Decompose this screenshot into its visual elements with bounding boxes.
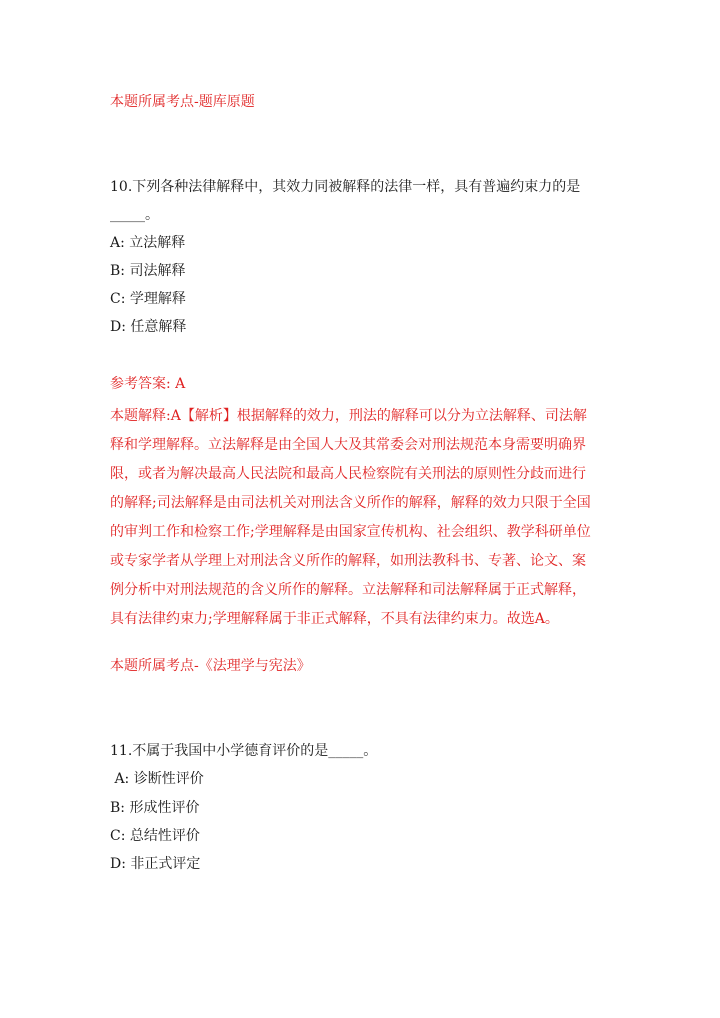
q10-analysis-line: 的审判工作和检察工作;学理解释是由国家宣传机构、社会组织、教学科研单位: [110, 524, 591, 540]
q10-option-b: B: 司法解释: [110, 263, 186, 279]
q10-option-c: C: 学理解释: [110, 291, 186, 307]
q11-option-b: B: 形成性评价: [110, 800, 200, 816]
source-label-top: 本题所属考点-题库原题: [110, 94, 255, 110]
q11-option-c: C: 总结性评价: [110, 828, 200, 844]
q10-analysis-line: 例分析中对刑法规范的含义所作的解释。立法解释和司法解释属于正式解释，: [110, 582, 586, 598]
q10-analysis: [110, 402, 610, 634]
q10-analysis-line: 或专家学者从学理上对刑法含义所作的解释，如刑法教科书、专著、论文、案: [110, 553, 586, 569]
q11-option-a: A: 诊断性评价: [110, 771, 204, 787]
q10-stem-line2: _____。: [110, 207, 159, 223]
q10-analysis-line: 本题解释:A【解析】根据解释的效力，刑法的解释可以分为立法解释、司法解: [110, 408, 587, 424]
q10-analysis-line: 限，或者为解决最高人民法院和最高人民检察院有关刑法的原则性分歧而进行: [110, 466, 586, 482]
q10-source-label: 本题所属考点-《法理学与宪法》: [110, 658, 311, 674]
q10-option-d: D: 任意解释: [110, 319, 187, 335]
q10-analysis-line: 的解释;司法解释是由司法机关对刑法含义所作的解释，解释的效力只限于全国: [110, 495, 591, 511]
q10-stem-line1: 10.下列各种法律解释中，其效力同被解释的法律一样，具有普遍约束力的是: [110, 179, 581, 195]
q10-analysis-line: 释和学理解释。立法解释是由全国人大及其常委会对刑法规范本身需要明确界: [110, 437, 586, 453]
q11-option-d: D: 非正式评定: [110, 856, 201, 872]
q10-analysis-line: 具有法律约束力;学理解释属于非正式解释，不具有法律约束力。故选A。: [110, 611, 559, 627]
q11-stem: 11.不属于我国中小学德育评价的是_____。: [110, 743, 378, 759]
q10-answer: 参考答案: A: [110, 376, 186, 392]
q10-option-a: A: 立法解释: [110, 235, 186, 251]
